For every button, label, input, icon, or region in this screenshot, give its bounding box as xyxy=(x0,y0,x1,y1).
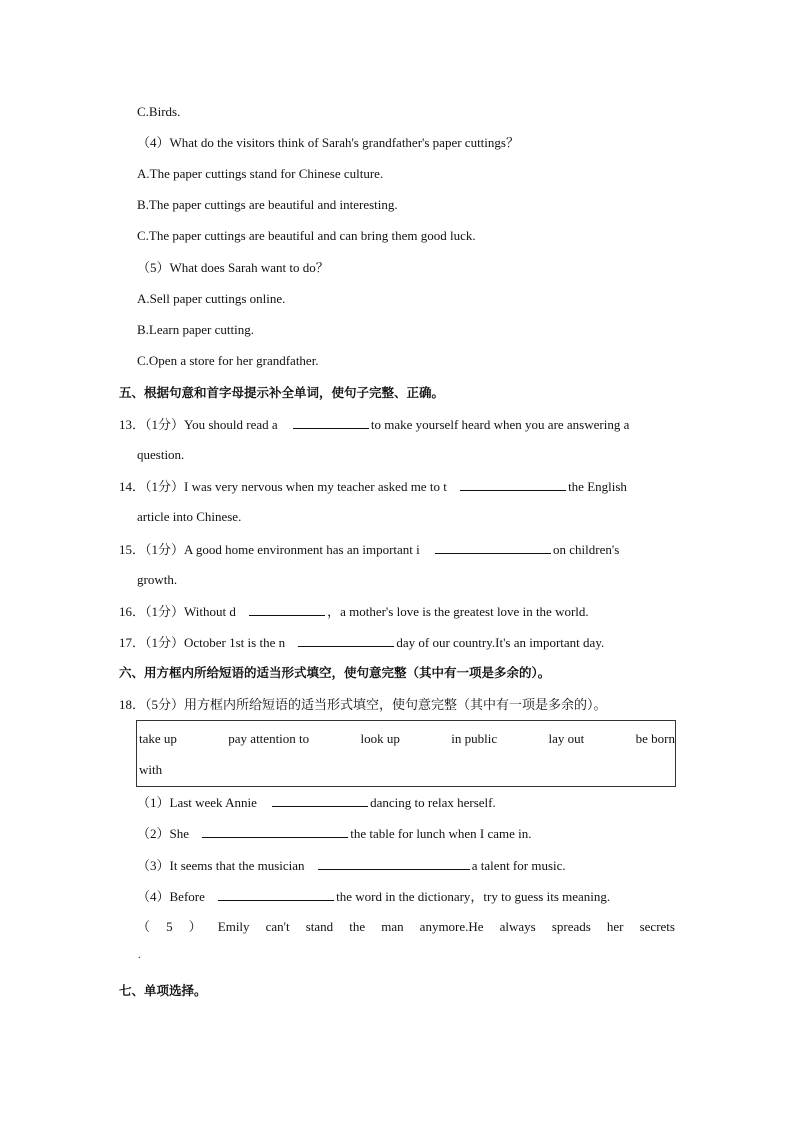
question-text: 17．（1分）October 1st is the n xyxy=(119,635,286,650)
answer-blank[interactable] xyxy=(272,793,368,807)
answer-blank[interactable] xyxy=(218,887,334,901)
sentence-text: dancing to relax herself. xyxy=(370,795,496,810)
question-text: day of our country.It's an important day. xyxy=(396,635,605,650)
phrase: be born xyxy=(635,731,675,746)
answer-blank[interactable] xyxy=(460,477,566,491)
word: secrets xyxy=(639,919,675,934)
word: can't xyxy=(265,919,290,934)
answer-blank[interactable] xyxy=(202,824,348,838)
answer-blank[interactable] xyxy=(249,602,325,616)
phrase-continuation: with xyxy=(139,762,163,777)
word: man xyxy=(381,919,404,934)
option-text: B.The paper cuttings are beautiful and interesting. xyxy=(137,197,398,212)
sentence-text: （1）Last week Annie xyxy=(137,795,257,810)
option-text: B.Learn paper cutting. xyxy=(137,322,254,337)
option-text: A.Sell paper cuttings online. xyxy=(137,291,286,306)
word: Emily xyxy=(217,919,250,934)
question-text: 14．（1分）I was very nervous when my teacher asked me to t xyxy=(119,479,447,494)
answer-blank[interactable] xyxy=(298,633,394,647)
answer-blank[interactable] xyxy=(318,856,470,870)
phrase: look up xyxy=(360,731,400,746)
sentence-1 xyxy=(137,793,496,812)
answer-blank[interactable] xyxy=(293,415,369,429)
question-14 xyxy=(119,477,627,496)
word: stand xyxy=(305,919,334,934)
section-title: 五、根据句意和首字母提示补全单词，使句子完整、正确。 xyxy=(119,385,445,400)
question-13 xyxy=(119,415,629,434)
question-16 xyxy=(119,602,589,621)
question-text: on children's xyxy=(553,542,620,557)
option-text: A.The paper cuttings stand for Chinese culture. xyxy=(137,166,384,181)
phrase: pay attention to xyxy=(228,731,310,746)
question-text: to make yourself heard when you are answering a xyxy=(370,417,630,432)
section-title: 七、单项选择。 xyxy=(119,983,207,998)
question-text: 13．（1分）You should read a xyxy=(119,417,278,432)
phrase-list xyxy=(139,731,675,747)
question-15 xyxy=(119,540,619,559)
sentence-text: the table for lunch when I came in. xyxy=(350,826,532,841)
sentence-text: a talent for music. xyxy=(471,858,566,873)
answer-blank[interactable] xyxy=(435,540,551,554)
question-18: 18．（5分）用方框内所给短语的适当形式填空，使句意完整（其中有一项是多余的）。 xyxy=(119,697,607,712)
sentence-4 xyxy=(137,887,610,906)
phrase: in public xyxy=(451,731,498,746)
word: 5 xyxy=(166,919,173,934)
question-17 xyxy=(119,633,604,652)
option-text: C.Birds. xyxy=(137,104,181,119)
option-text: C.The paper cuttings are beautiful and can bring them good luck. xyxy=(137,228,476,243)
word: the xyxy=(349,919,366,934)
question-text: （4）What do the visitors think of Sarah's grandfather's paper cuttings？ xyxy=(137,135,519,150)
sentence-text: （4）Before xyxy=(137,889,205,904)
sentence-end-mark: . xyxy=(138,950,141,961)
word: her xyxy=(606,919,624,934)
phrase: lay out xyxy=(548,731,585,746)
word: always xyxy=(499,919,536,934)
question-text: （5）What does Sarah want to do？ xyxy=(137,260,329,275)
sentence-text: （3）It seems that the musician xyxy=(137,858,305,873)
question-text: 16．（1分）Without d xyxy=(119,604,236,619)
word: （ xyxy=(137,919,151,934)
sentence-text: （2）She xyxy=(137,826,190,841)
question-text: article into Chinese. xyxy=(137,509,242,524)
phrase: take up xyxy=(139,731,177,746)
word: ） xyxy=(188,919,202,934)
sentence-5 xyxy=(137,918,675,936)
section-title: 六、用方框内所给短语的适当形式填空，使句意完整（其中有一项是多余的）。 xyxy=(119,665,551,680)
question-text: the English xyxy=(568,479,627,494)
sentence-text: the word in the dictionary，try to guess its meaning. xyxy=(336,889,611,904)
sentence-3 xyxy=(137,856,566,875)
question-text: growth. xyxy=(137,572,178,587)
phrase-box xyxy=(136,720,676,787)
question-text: 15．（1分）A good home environment has an important i xyxy=(119,542,420,557)
question-text: question. xyxy=(137,447,185,462)
sentence-2 xyxy=(137,824,531,843)
word: spreads xyxy=(551,919,591,934)
question-text: ，a mother's love is the greatest love in the world. xyxy=(327,604,589,619)
word: anymore.He xyxy=(419,919,484,934)
option-text: C.Open a store for her grandfather. xyxy=(137,353,319,368)
